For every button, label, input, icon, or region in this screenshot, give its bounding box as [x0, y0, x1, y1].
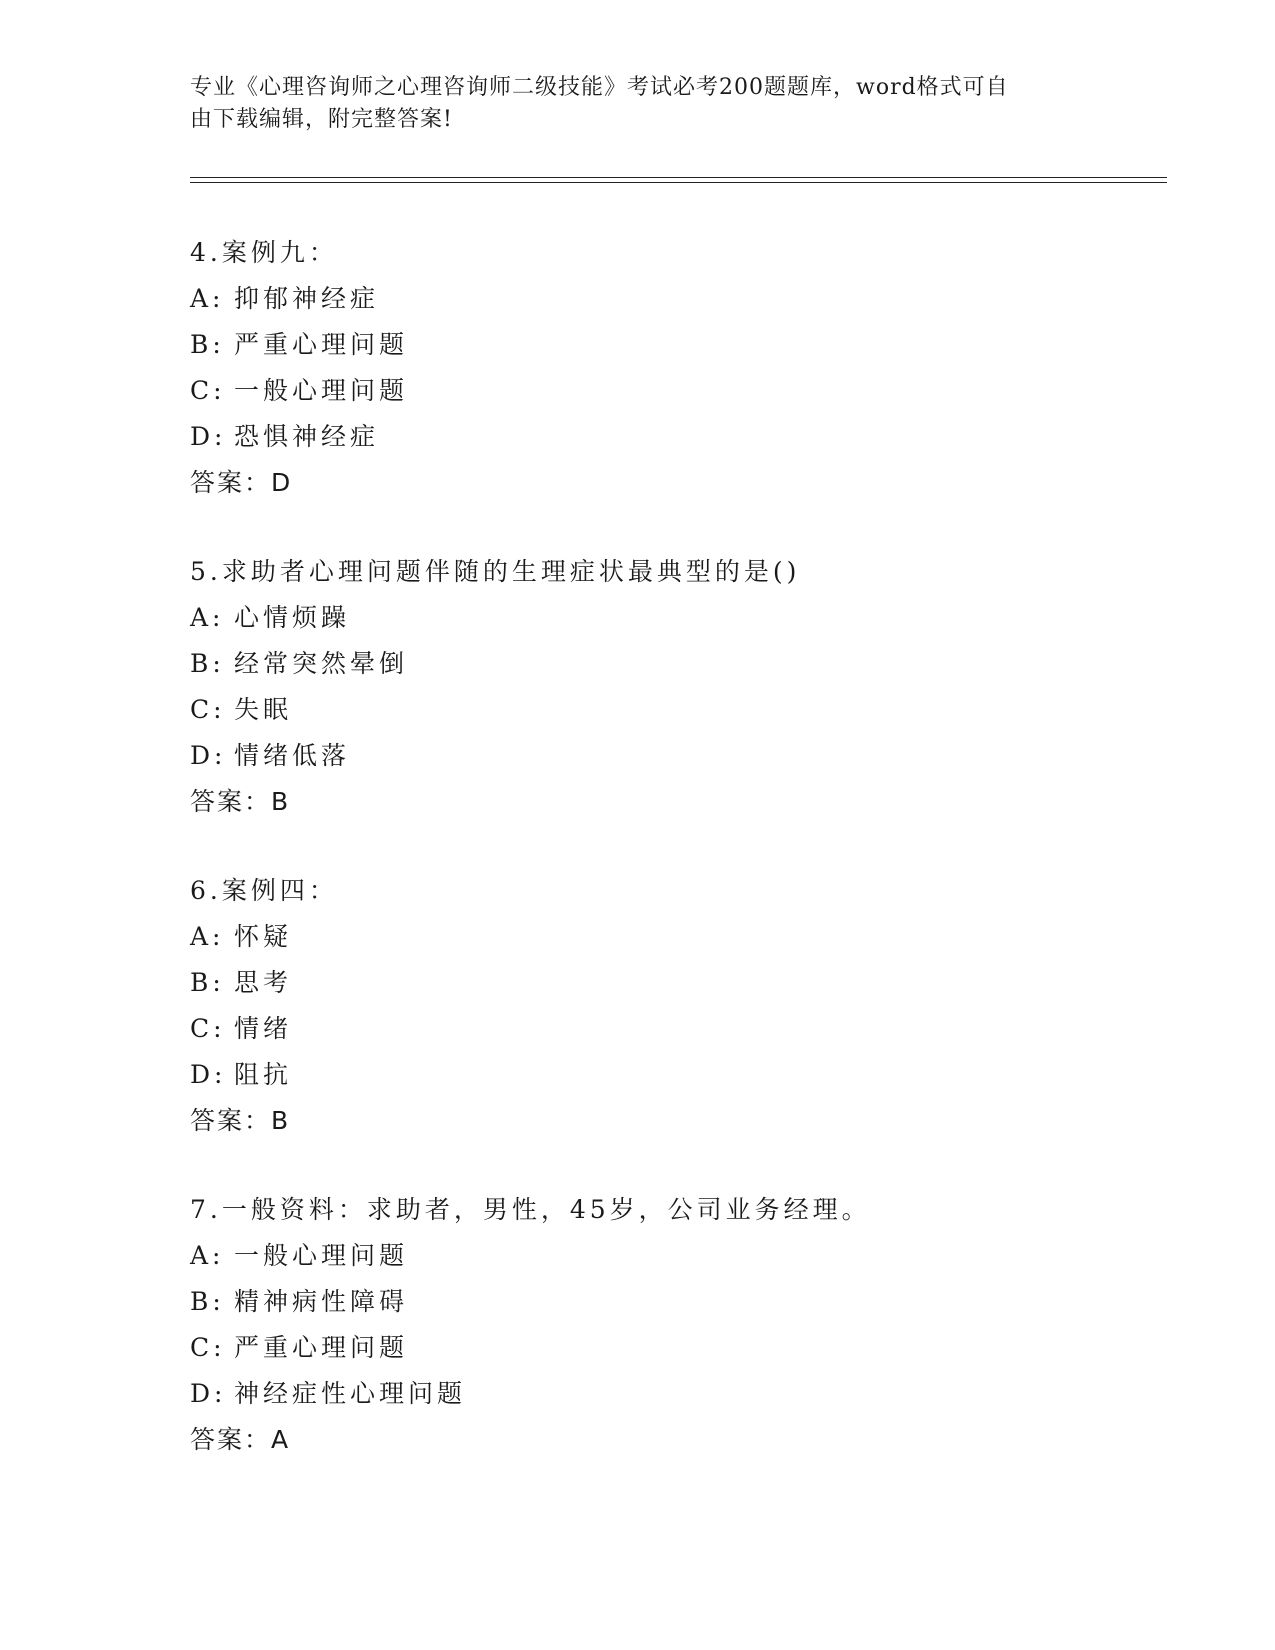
header-divider-top: [190, 177, 1167, 178]
answer-line: 答案：D: [190, 468, 293, 497]
option-c: [190, 1325, 1170, 1371]
option-key: B:: [190, 330, 225, 359]
answer-line: 答案：B: [190, 1106, 291, 1135]
option-c: [190, 368, 1170, 414]
option-key: D:: [190, 741, 227, 770]
option-c: [190, 687, 1170, 733]
option-b: [190, 322, 1170, 368]
option-text: 心情烦躁: [234, 603, 351, 632]
option-b: [190, 641, 1170, 687]
option-d: [190, 733, 1170, 779]
option-key: A:: [190, 603, 225, 632]
option-text: 情绪: [234, 1014, 293, 1043]
option-d: [190, 1052, 1170, 1098]
option-key: A:: [190, 284, 225, 313]
option-c: [190, 1006, 1170, 1052]
option-b: [190, 1279, 1170, 1325]
header-line-1: 专业《心理咨询师之心理咨询师二级技能》考试必考200题题库，word格式可自: [190, 75, 1009, 100]
option-a: [190, 276, 1170, 322]
question-title: 4.案例九：: [190, 238, 338, 267]
question-title: 7.一般资料：求助者，男性，45岁，公司业务经理。: [190, 1195, 871, 1224]
option-text: 严重心理问题: [234, 330, 409, 359]
option-a: [190, 595, 1170, 641]
option-text: 一般心理问题: [234, 1241, 409, 1270]
question-block: [190, 549, 1170, 825]
option-a: [190, 914, 1170, 960]
option-text: 神经症性心理问题: [234, 1379, 467, 1408]
question-block: [190, 230, 1170, 506]
option-text: 阻抗: [234, 1060, 293, 1089]
header-line-2: 由下载编辑，附完整答案!: [190, 107, 453, 132]
document-header: [190, 72, 1090, 136]
option-text: 一般心理问题: [234, 376, 409, 405]
option-key: A:: [190, 922, 225, 951]
option-key: C:: [190, 1333, 226, 1362]
question-block: [190, 1187, 1170, 1463]
option-text: 恐惧神经症: [234, 422, 380, 451]
question-title: 6.案例四：: [190, 876, 338, 905]
option-text: 情绪低落: [234, 741, 351, 770]
question-title: 5.求助者心理问题伴随的生理症状最典型的是(): [190, 557, 801, 586]
question-block: [190, 868, 1170, 1144]
option-d: [190, 414, 1170, 460]
option-key: D:: [190, 422, 227, 451]
option-key: C:: [190, 376, 226, 405]
option-key: A:: [190, 1241, 225, 1270]
option-text: 严重心理问题: [234, 1333, 409, 1362]
option-text: 思考: [234, 968, 293, 997]
answer-line: 答案：A: [190, 1425, 291, 1454]
option-text: 失眠: [234, 695, 293, 724]
answer-line: 答案：B: [190, 787, 291, 816]
option-text: 经常突然晕倒: [234, 649, 409, 678]
option-d: [190, 1371, 1170, 1417]
option-text: 怀疑: [234, 922, 293, 951]
option-key: C:: [190, 695, 226, 724]
header-divider-bottom: [190, 182, 1167, 183]
option-key: C:: [190, 1014, 226, 1043]
option-key: B:: [190, 968, 225, 997]
option-key: D:: [190, 1379, 227, 1408]
option-b: [190, 960, 1170, 1006]
option-key: B:: [190, 649, 225, 678]
option-text: 抑郁神经症: [234, 284, 380, 313]
option-key: B:: [190, 1287, 225, 1316]
option-a: [190, 1233, 1170, 1279]
option-text: 精神病性障碍: [234, 1287, 409, 1316]
option-key: D:: [190, 1060, 227, 1089]
